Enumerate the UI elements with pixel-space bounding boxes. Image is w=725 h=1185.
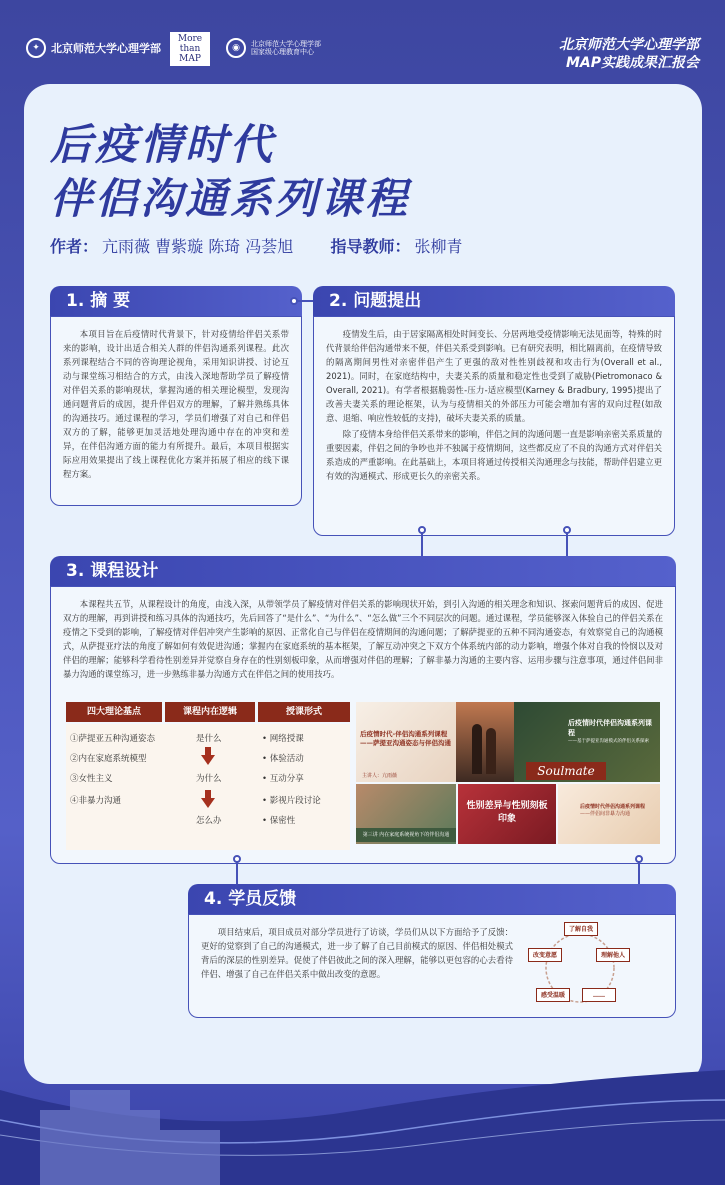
- bnu-psych-logo: [26, 38, 161, 58]
- course-slide-5: 后疫情时代伴侣沟通系列课程 ——伴侣间非暴力沟通: [558, 784, 660, 844]
- couple-photo: [456, 702, 514, 782]
- course-slide-2: 后疫情时代伴侣沟通系列课程 ——基于萨提亚沟通模式的伴侣关系探索 Soulmate: [514, 702, 660, 782]
- bottom-decoration: [0, 1050, 725, 1185]
- connector-dot: [563, 526, 571, 534]
- more-than-map-logo: More than MAP: [170, 32, 210, 66]
- abstract-heading: 1. 摘 要: [50, 286, 302, 316]
- logo-text: 北京师范大学心理学部: [51, 42, 161, 55]
- event-title: 北京师范大学心理学部 MAP实践成果汇报会: [559, 37, 699, 71]
- center-seal-icon: ◉: [226, 38, 246, 58]
- course-slide-1: 后疫情时代-伴侣沟通系列课程 ——萨提亚沟通姿态与伴侣沟通 主讲人：亢雨薇: [356, 702, 456, 782]
- cycle-node: 改变意愿: [528, 948, 562, 962]
- abstract-text: 本项目旨在后疫情时代背景下，针对疫情给伴侣关系带来的影响，设计出适合相关人群的伴侣沟通系列课程。此次系列课程结合不同的咨询理论视角，采用知识讲授、讨论互动与课堂练习相结合的方式，由浅入深地帮助学员了解疫情对伴侣关系的影响现状，掌握沟通的相关理论模型，发现沟通问题背后的成因，提升伴侣双方的理解，了解并熟练具体的沟通技巧。通过课程的学习，学员们增强了对自己和伴侣双方的了解，能够更加灵活地处理沟通中存在的冲突和差异，在伴侣沟通方面的能力有所提升。最后，本项目根据实际应用效果提出了线上课程优化方案并拓展了相应的线下课程方案。: [63, 329, 289, 479]
- abstract-box: [50, 316, 302, 506]
- center-logo: ◉ 北京师范大学心理学部 国家级心理教育中心: [226, 38, 321, 58]
- authors-line: 作者： 亢雨薇 曹紫璇 陈琦 冯荟旭 指导教师： 张柳青: [50, 237, 463, 256]
- cycle-node: ……: [582, 988, 616, 1002]
- design-heading: 3. 课程设计: [50, 556, 676, 586]
- bnu-seal-icon: ✦: [26, 38, 46, 58]
- course-slide-4: 性别差异与性别刻板印象: [458, 784, 556, 844]
- theory-item: ③女性主义: [70, 774, 113, 784]
- problem-paragraph-1: 疫情发生后，由于居家隔离相处时间变长、分居两地受疫情影响无法见面等，特殊的时代背景给伴侣沟通带来不便，伴侣关系受到影响。已有研究表明，相比隔离前，在疫情导致的隔离期间男性对亲密伴侣产生了更强的敌对性性别歧视和攻击行为(Overall et al., 2021)。同时，在家庭结构中，夫妻关系的质量和稳定性也受到了威胁(Pietromonaco & Overall, 2021)。有学者根据脆弱性-压力-适应模型(Karney & Bradbury, 1995)提出了改善夫妻关系的理论框架，认为与疫情相关的外部压力可能会增加有害的双向过程(如敌意、退缩、响应性较低的支持)，破坏夫妻关系的质量。: [326, 329, 662, 423]
- form-item: • 网络授课: [262, 734, 304, 744]
- arrow-down-icon: [201, 755, 215, 765]
- form-item: • 影视片段讨论: [262, 796, 321, 806]
- form-item: • 体验活动: [262, 754, 304, 764]
- feedback-text: 项目结束后，项目成员对部分学员进行了访谈，学员们从以下方面给予了反馈：更好的觉察到了自己的沟通模式，进一步了解了自己目前模式的原因、伴侣相处模式背后的深层的性别差异。促使了伴侣彼此之间的深入理解，能够以更包容的心去看待伴侣、增强了自己在伴侣关系中做出改变的意愿。: [201, 927, 513, 979]
- connector-dot: [290, 297, 298, 305]
- table-header-theory: 四大理论基点: [66, 702, 162, 722]
- form-item: • 保密性: [262, 816, 296, 826]
- theory-item: ④非暴力沟通: [70, 796, 122, 806]
- connector-dot: [233, 855, 241, 863]
- connector-line: [566, 530, 568, 558]
- connector-dot: [635, 855, 643, 863]
- form-item: • 互动分享: [262, 774, 304, 784]
- problem-box: [313, 316, 675, 536]
- cycle-node: 理解他人: [596, 948, 630, 962]
- connector-dot: [418, 526, 426, 534]
- logic-item: 怎么办: [196, 816, 222, 826]
- problem-heading: 2. 问题提出: [313, 286, 675, 316]
- logic-item: 为什么: [196, 774, 222, 784]
- design-text: 本课程共五节，从课程设计的角度，由浅入深，从带领学员了解疫情对伴侣关系的影响现状开始，到引入沟通的相关理念和知识、探索问题背后的成因、促进双方的理解，再到讲授和练习具体的沟通技巧，先后回答了“是什么”、“为什么”、“怎么做”三个不同层次的问题。通过课程，学员能够深入体验自己的伴侣关系在疫情之下受到的影响，了解疫情对伴侣冲突产生影响的原因、正常化自己与伴侣在疫情期间的沟通问题；了解萨提亚的五种不同沟通姿态，有效察觉自己的沟通模式，从萨提亚疗法的角度了解如何有效促进沟通；掌握内在家庭系统的基本框架，了解互动冲突之下双方个体系统内部的动力影响，增强个体对自我的怜悯以及对伴侣的理解；能够科学看待性别差异并觉察自身存在的性别刻板印象，从而增强对伴侣的理解；了解非暴力沟通的主要内容、运用步骤与注意事项，通过伴侣间非暴力沟通的课堂练习，进一步熟练非暴力沟通方式在伴侣之间的使用技巧。: [63, 599, 663, 679]
- header-bar: [0, 0, 725, 90]
- connector-line: [421, 530, 423, 558]
- theory-item: ②内在家庭系统模型: [70, 754, 147, 764]
- poster-title: 后疫情时代 伴侣沟通系列课程: [50, 120, 411, 223]
- table-header-logic: 课程内在逻辑: [165, 702, 255, 722]
- theory-item: ①萨提亚五种沟通姿态: [70, 734, 156, 744]
- cycle-node: 感受温暖: [536, 988, 570, 1002]
- arrow-down-icon: [205, 790, 211, 798]
- arrow-down-icon: [205, 747, 211, 755]
- feedback-heading: 4. 学员反馈: [188, 884, 676, 914]
- cycle-node: 了解自我: [564, 922, 598, 936]
- arrow-down-icon: [201, 798, 215, 808]
- course-slide-3: 第三讲 内在家庭系统视角下的伴侣沟通: [356, 784, 456, 844]
- problem-paragraph-2: 除了疫情本身给伴侣关系带来的影响，伴侣之间的沟通问题一直是影响亲密关系质量的重要因素，伴侣之间的争吵也并不独属于疫情期间，这些都反应了不良的沟通方式对伴侣关系造成的严重影响。在此基础上，本项目将通过传授相关沟通理念与技能，帮助伴侣建立更有效的沟通模式、形成更长久的亲密关系。: [326, 429, 662, 481]
- table-header-form: 授课形式: [258, 702, 350, 722]
- logic-item: 是什么: [196, 734, 222, 744]
